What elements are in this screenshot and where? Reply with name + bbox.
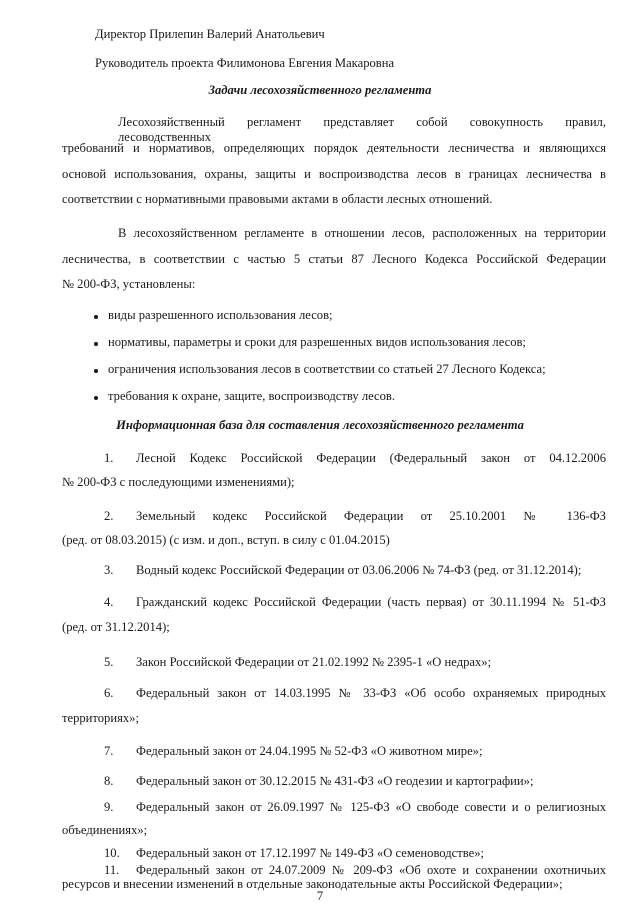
item-line: Федеральный закон от 17.12.1997 № 149-ФЗ «О семеноводстве»; — [136, 846, 484, 860]
bullet-dot — [94, 342, 98, 346]
item-line: (ред. от 31.12.2014); — [62, 620, 170, 634]
item-line: Федеральный закон от 14.03.1995 № 33-ФЗ «Об особо охраняемых природных — [136, 686, 606, 700]
p2-line-3: № 200-ФЗ, установлены: — [62, 277, 196, 291]
item-number: 8. — [104, 774, 114, 788]
item-line: Закон Российской Федерации от 21.02.1992 № 2395-1 «О недрах»; — [136, 655, 492, 669]
bullet-dot — [94, 396, 98, 400]
item-line: объединениях»; — [62, 823, 148, 837]
info-base-title: Информационная база для составления лесохозяйственного регламента — [116, 418, 524, 432]
item-number: 10. — [104, 846, 120, 860]
item-line: ресурсов и внесении изменений в отдельные законодательные акты Российской Федерации»; — [62, 877, 563, 891]
p1-line-4: соответствии с нормативными правовыми актами в области лесных отношений. — [62, 192, 493, 206]
project-lead-line: Руководитель проекта Филимонова Евгения Макаровна — [95, 56, 395, 70]
item-line: Федеральный закон от 30.12.2015 № 431-ФЗ «О геодезии и картографии»; — [136, 774, 534, 788]
item-line: Федеральный закон от 24.04.1995 № 52-ФЗ «О животном мире»; — [136, 744, 483, 758]
bullet-dot — [94, 315, 98, 319]
item-number: 3. — [104, 563, 114, 577]
p1-line-1: Лесохозяйственный регламент представляет собой совокупность правил, лесоводственных — [118, 115, 606, 144]
item-line: № 200-ФЗ с последующими изменениями); — [62, 475, 295, 489]
p2-line-1: В лесохозяйственном регламенте в отношении лесов, расположенных на территории — [118, 226, 606, 240]
director-line: Директор Прилепин Валерий Анатольевич — [95, 27, 325, 41]
item-number: 1. — [104, 451, 114, 465]
item-number: 7. — [104, 744, 114, 758]
item-line: (ред. от 08.03.2015) (с изм. и доп., вступ. в силу с 01.04.2015) — [62, 533, 390, 547]
bullet-item-3: ограничения использования лесов в соответствии со статьей 27 Лесного Кодекса; — [108, 362, 546, 376]
bullet-item-2: нормативы, параметры и сроки для разрешенных видов использования лесов; — [108, 335, 526, 349]
item-number: 4. — [104, 595, 114, 609]
item-line: территориях»; — [62, 711, 139, 725]
item-number: 11. — [104, 863, 120, 877]
item-number: 6. — [104, 686, 114, 700]
tasks-title: Задачи лесохозяйственного регламента — [208, 83, 432, 97]
item-number: 2. — [104, 509, 114, 523]
item-line: Лесной Кодекс Российской Федерации (Федеральный закон от 04.12.2006 — [136, 451, 606, 465]
bullet-item-4: требования к охране, защите, воспроизводству лесов. — [108, 389, 396, 403]
item-line: Федеральный закон от 24.07.2009 № 209-ФЗ «Об охоте и сохранении охотничьих — [136, 863, 606, 877]
p2-line-2: лесничества, в соответствии с частью 5 статьи 87 Лесного Кодекса Российской Федерации — [62, 252, 606, 266]
item-line: Водный кодекс Российской Федерации от 03.06.2006 № 74-ФЗ (ред. от 31.12.2014); — [136, 563, 582, 577]
p1-line-3: основой использования, охраны, защиты и воспроизводства лесов в границах лесничества в — [62, 167, 606, 181]
item-line: Гражданский кодекс Российской Федерации (часть первая) от 30.11.1994 № 51-ФЗ — [136, 595, 606, 609]
item-line: Земельный кодекс Российской Федерации от 25.10.2001 № 136-ФЗ — [136, 509, 606, 523]
p1-line-2: требований и нормативов, определяющих порядок деятельности лесничества и являющихся — [62, 141, 606, 155]
bullet-dot — [94, 369, 98, 373]
item-number: 5. — [104, 655, 114, 669]
page-number: 7 — [316, 889, 324, 903]
item-line: Федеральный закон от 26.09.1997 № 125-ФЗ «О свободе совести и о религиозных — [136, 800, 606, 814]
item-number: 9. — [104, 800, 114, 814]
bullet-item-1: виды разрешенного использования лесов; — [108, 308, 333, 322]
